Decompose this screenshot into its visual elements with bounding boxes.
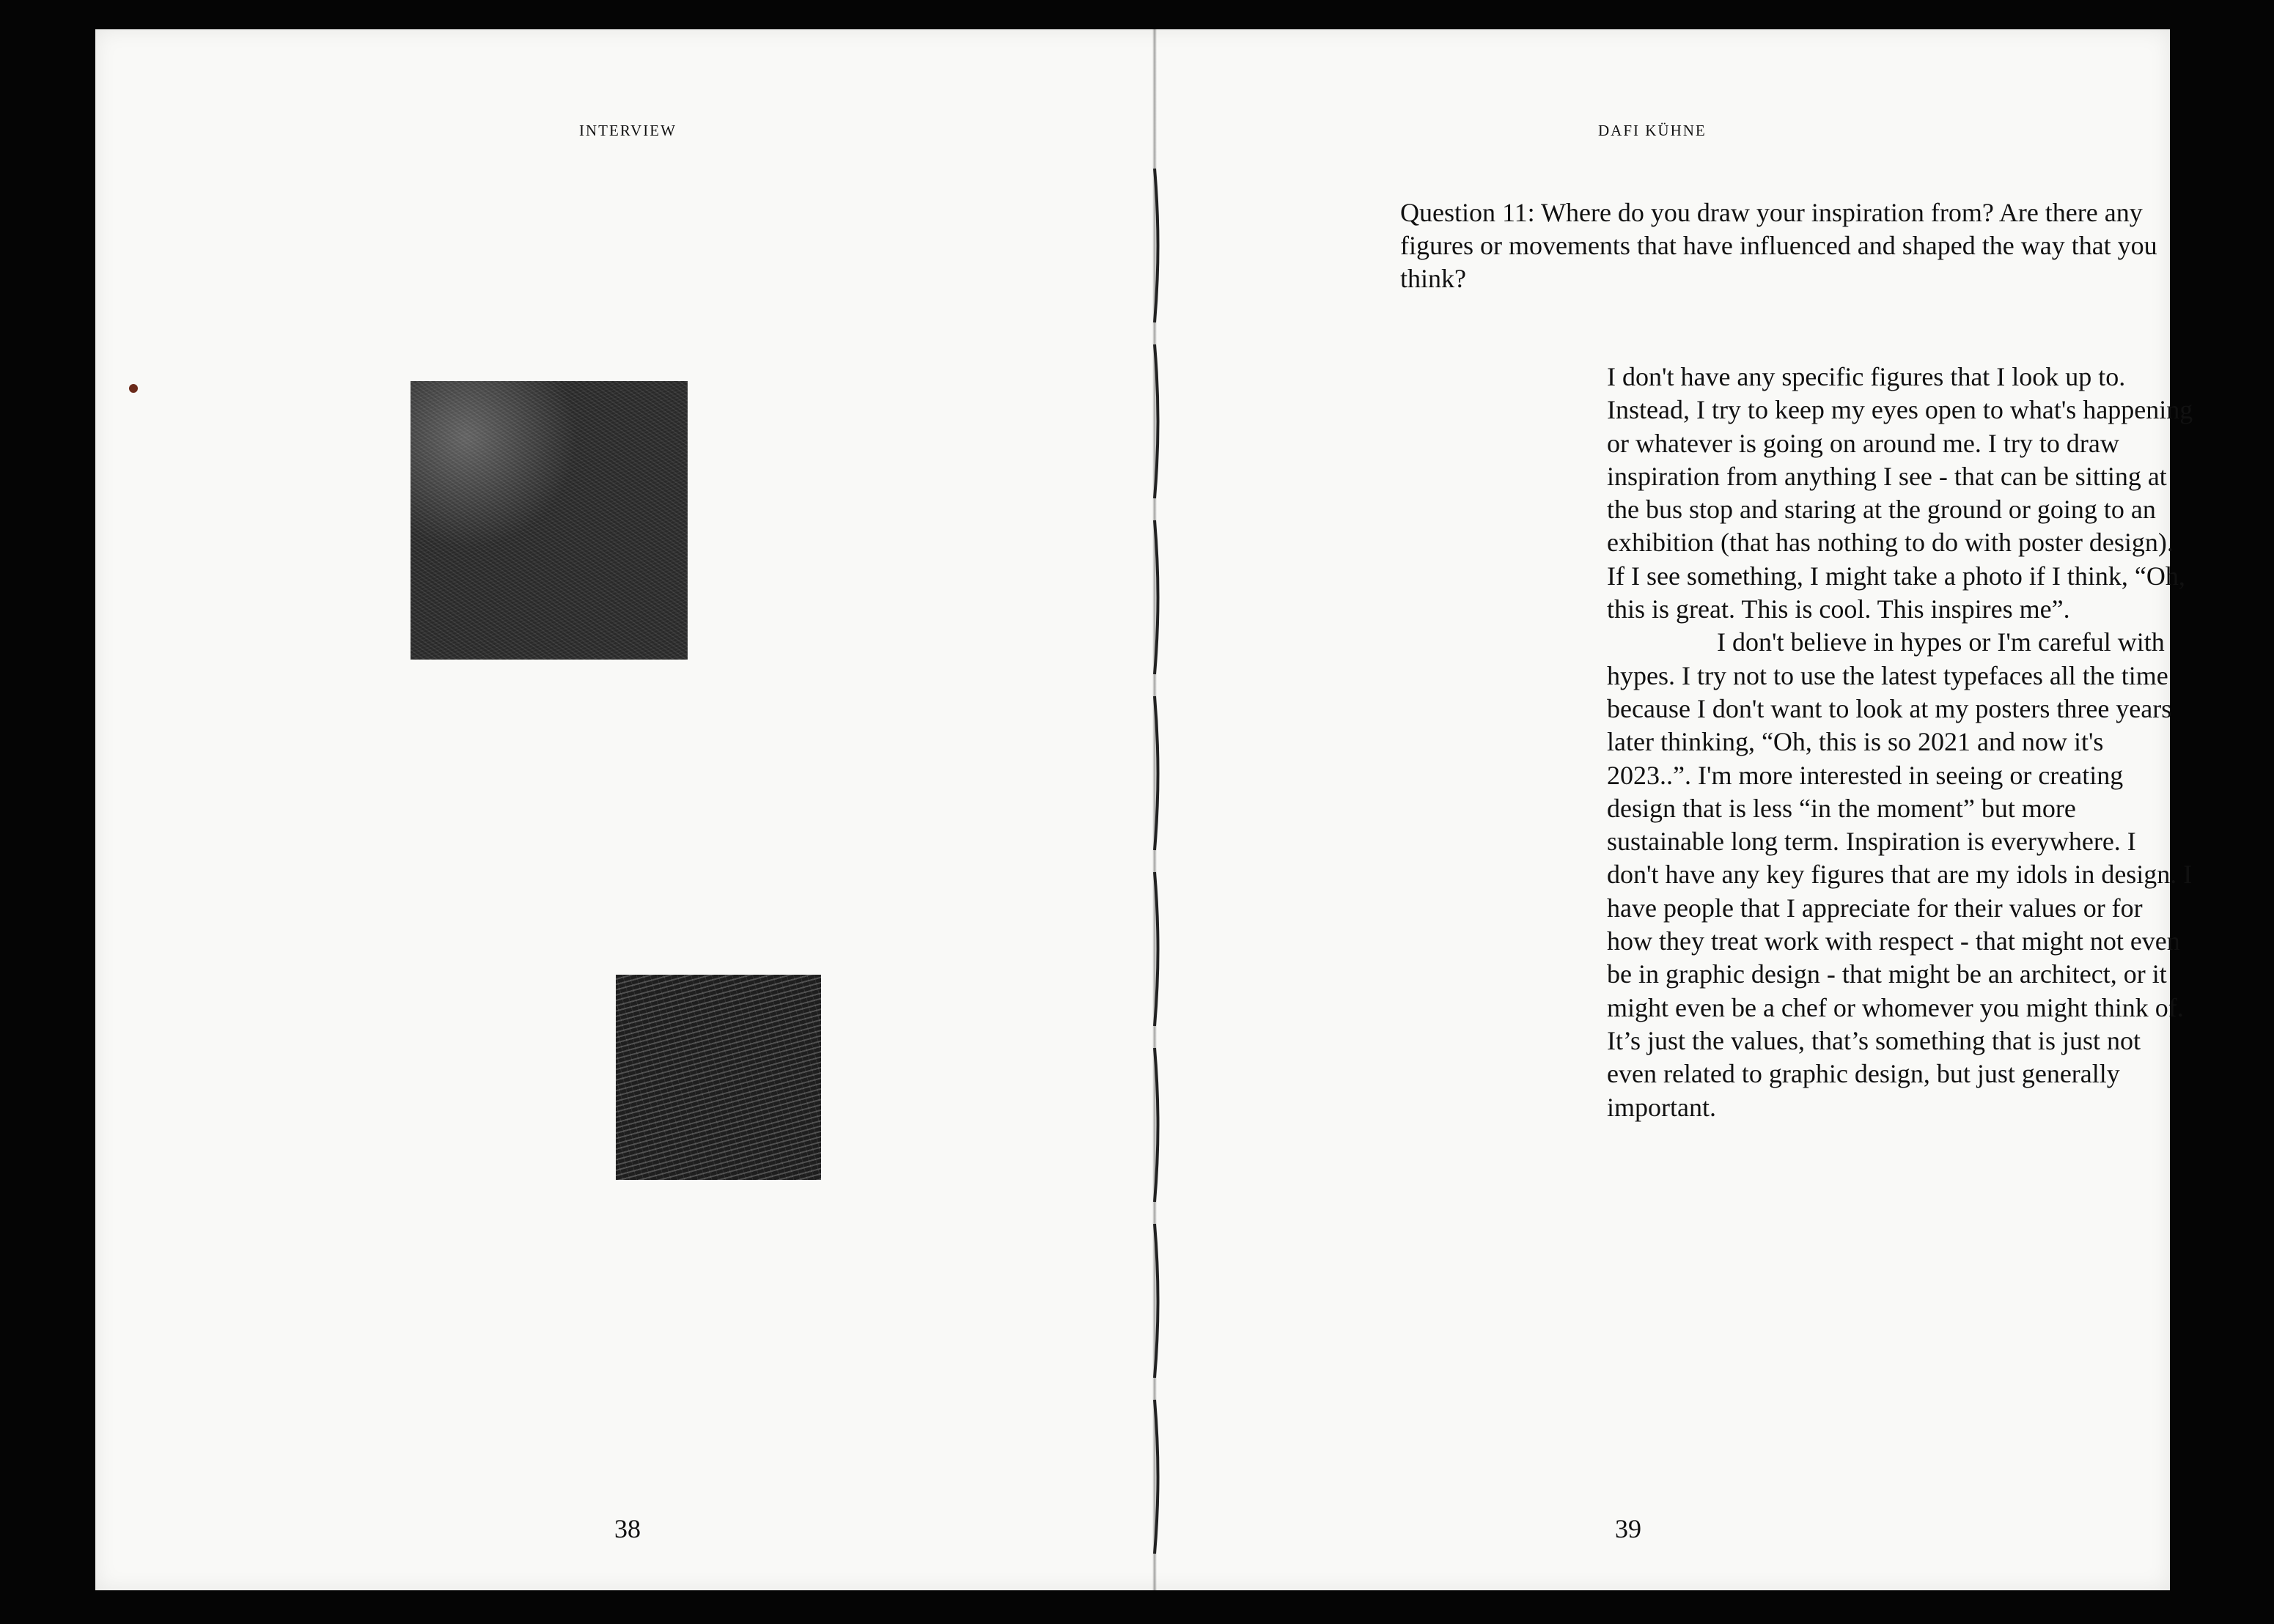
textured-print-image (616, 975, 821, 1180)
paper-fleck (129, 384, 138, 393)
answer-paragraph: I don't believe in hypes or I'm careful with hypes. I try not to use the latest typefaces all the time because I don't want to look at my posters three years later thinking, “Oh, this is so 2021 and now it's 2023..”. I'm more interested in seeing or creating design that is less “in the moment” but more sustainable long term. Inspiration is everywhere. I don't have any key figures that are my idols in design. I have people that I appreciate for their values or for how they treat work with respect - that might not even be in graphic design - that might be an architect, or it might even be a chef or whomever you might think of. It’s just the values, that’s something that is just not even related to graphic design, but just generally important. (1607, 627, 2193, 1122)
interview-question: Question 11: Where do you draw your inspiration from? Are there any figures or movements that have influenced and shaped the way that you think? (1400, 198, 2157, 293)
monotype-image (411, 381, 688, 660)
page-number: 39 (1615, 1514, 1641, 1543)
book-spread (95, 29, 2193, 1590)
page-number: 38 (614, 1514, 641, 1543)
interview-answer (1607, 361, 2193, 1124)
left-page (95, 29, 1152, 1590)
running-head: INTERVIEW (579, 122, 677, 139)
right-page (1157, 29, 2193, 1590)
running-head: DAFI KÜHNE (1598, 122, 1707, 139)
answer-paragraph: I don't have any specific figures that I look up to. Instead, I try to keep my eyes open to what's happening or whatever is going on around me. I try to draw inspiration from anything I see - that can be sitting at the bus stop and staring at the ground or going to an exhibition (that has nothing to do with poster design). If I see something, I might take a photo if I think, “Oh, this is great. This is cool. This inspires me”. (1607, 362, 2193, 624)
